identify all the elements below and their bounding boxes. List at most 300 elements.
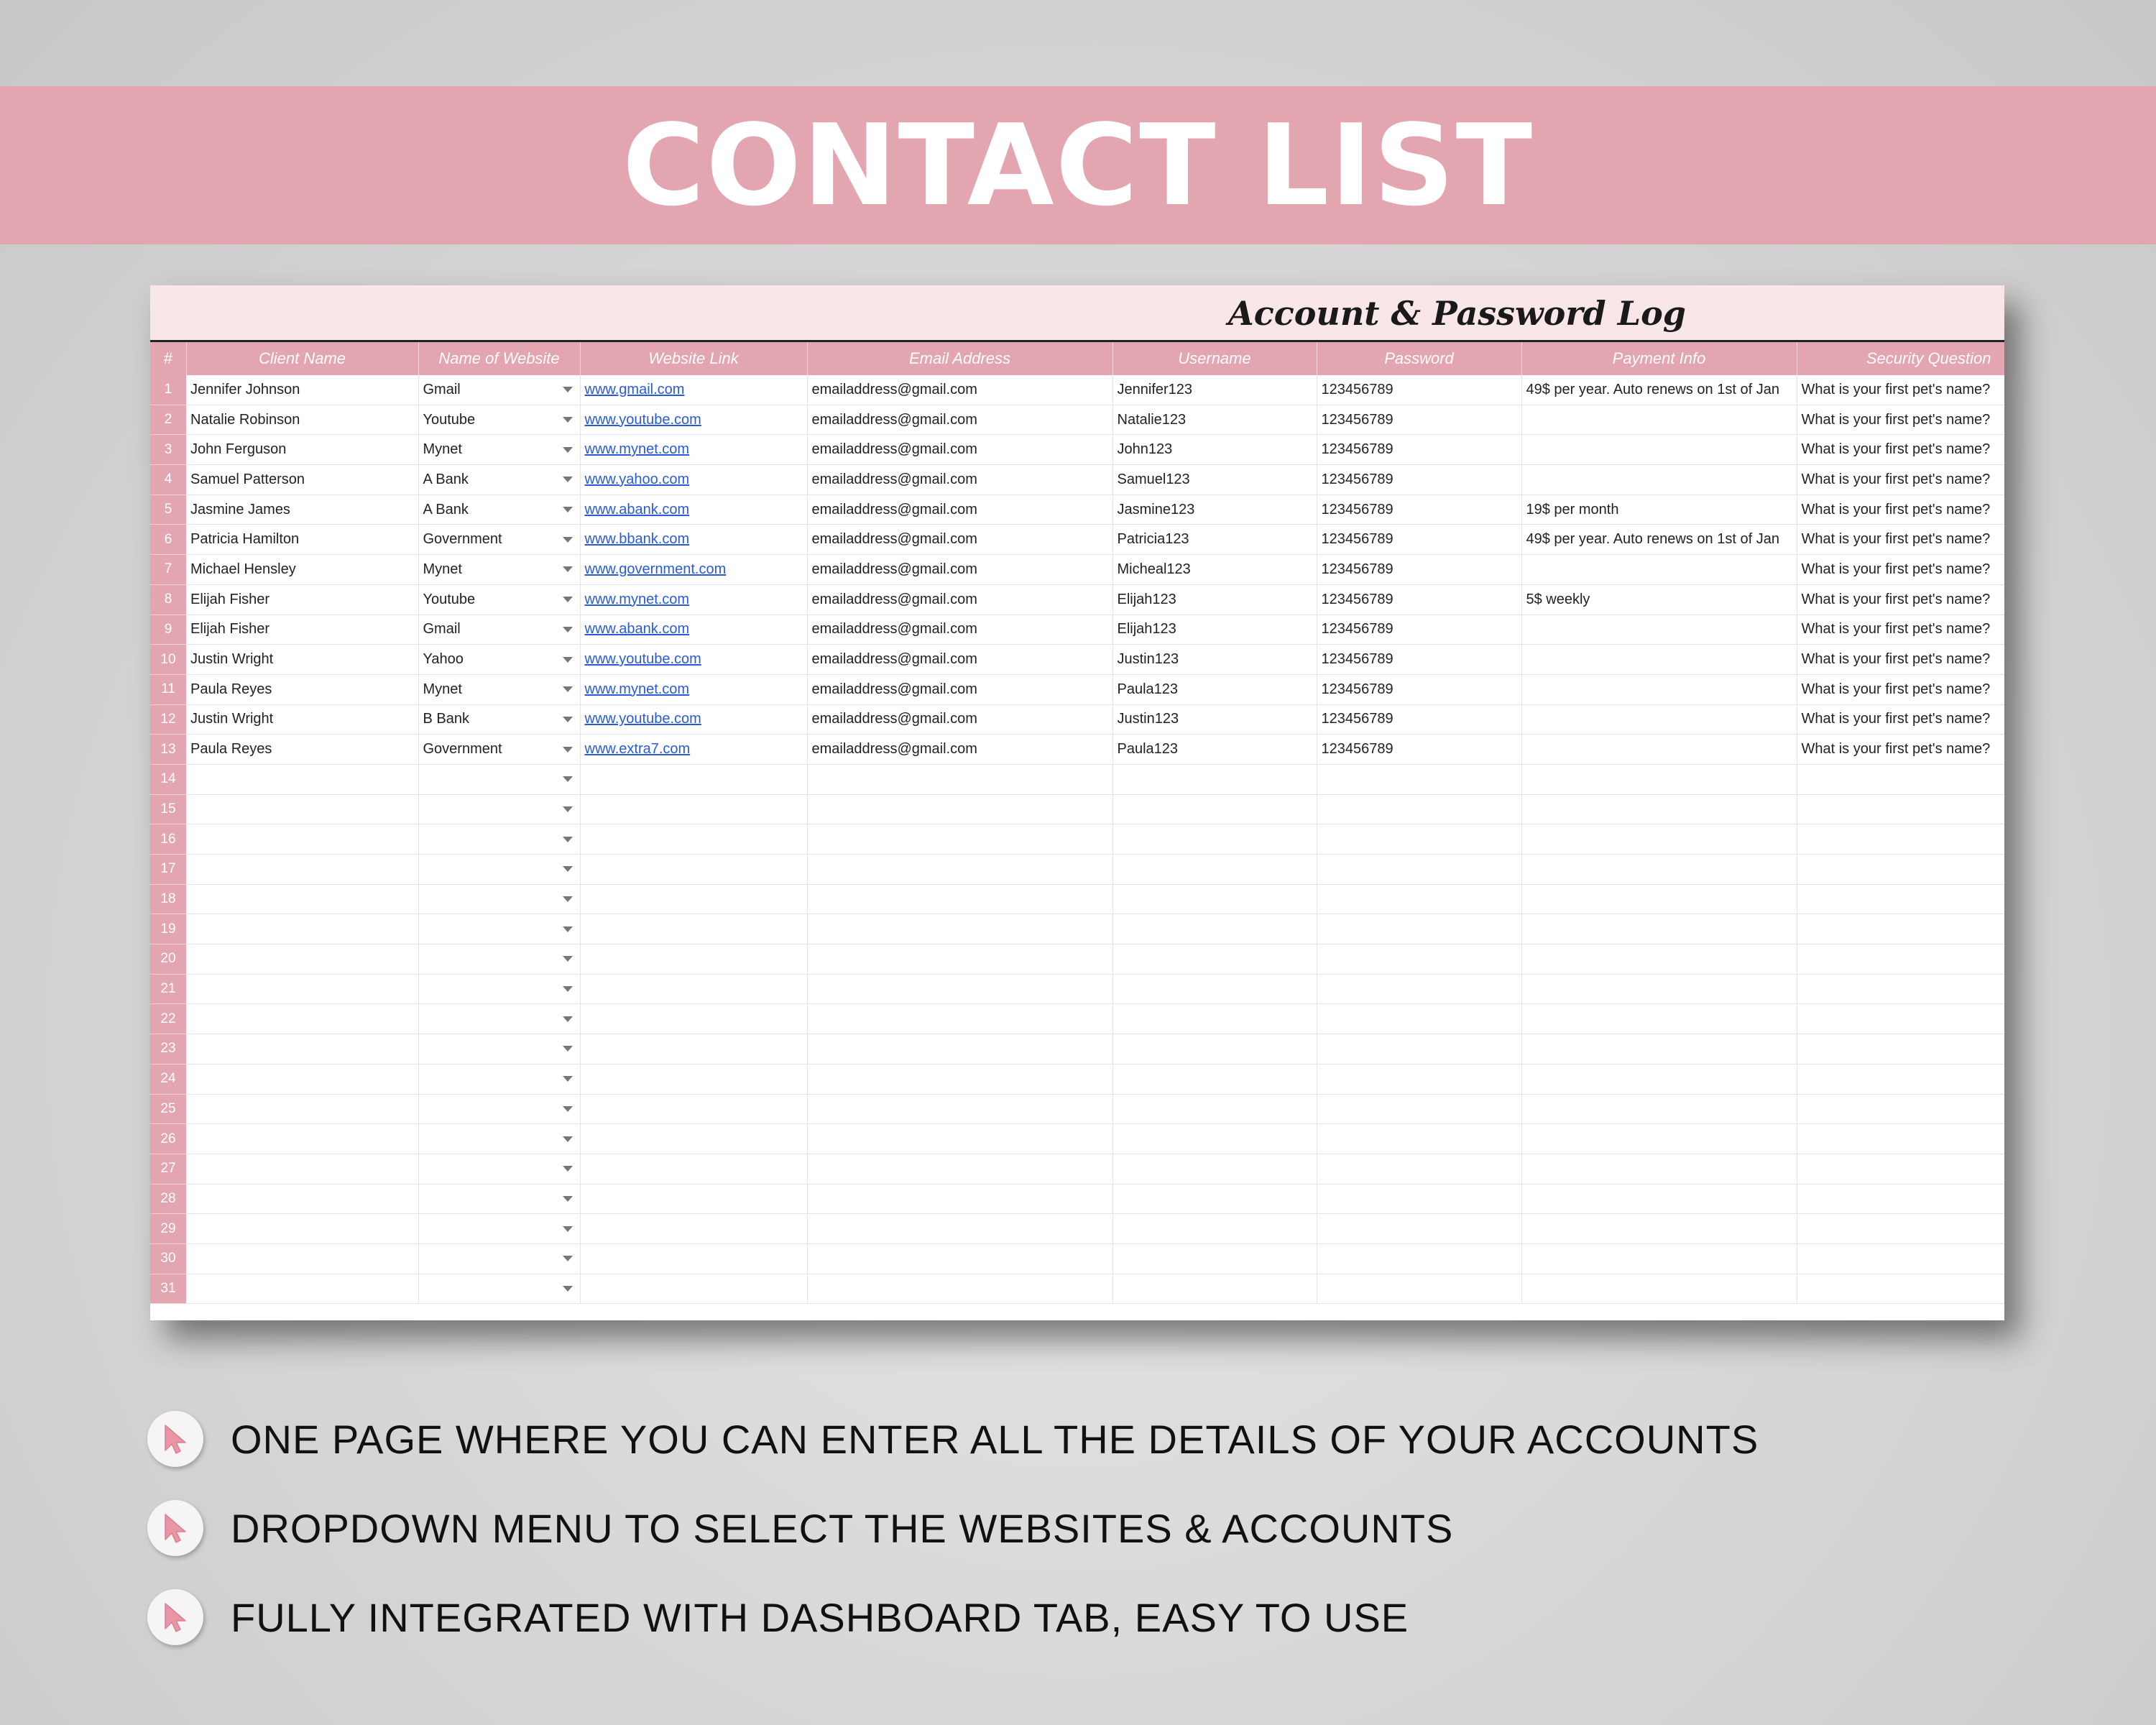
cell-payment-info[interactable] [1521, 1004, 1797, 1034]
cell-email[interactable] [807, 584, 1112, 615]
cell-payment-info[interactable] [1521, 555, 1797, 585]
cell-security-question[interactable] [1797, 435, 2004, 465]
cell-website-link[interactable] [580, 704, 807, 735]
dropdown-arrow-icon[interactable] [563, 776, 573, 782]
cell-security-question[interactable] [1797, 1214, 2004, 1244]
cell-email[interactable] [807, 794, 1112, 824]
cell-payment-info[interactable] [1521, 674, 1797, 704]
cell-email[interactable] [807, 824, 1112, 855]
cell-payment-info[interactable] [1521, 465, 1797, 495]
row-number [150, 494, 186, 525]
cell-payment-info[interactable] [1521, 1274, 1797, 1304]
cell-client-name-text: Michael Hensley [190, 561, 296, 577]
cell-client-name[interactable] [186, 884, 418, 914]
dropdown-arrow-icon[interactable] [563, 986, 573, 992]
cell-password[interactable] [1317, 914, 1521, 944]
cell-email[interactable] [807, 645, 1112, 675]
cell-website-dropdown[interactable] [418, 704, 580, 735]
cell-email[interactable] [807, 555, 1112, 585]
cell-password[interactable] [1317, 1064, 1521, 1094]
cell-payment-info[interactable] [1521, 405, 1797, 435]
cell-email[interactable] [807, 914, 1112, 944]
cell-website-dropdown[interactable] [418, 944, 580, 975]
cell-security-question[interactable] [1797, 494, 2004, 525]
cell-payment-info[interactable] [1521, 1214, 1797, 1244]
cell-username[interactable] [1112, 884, 1317, 914]
cell-payment-info[interactable] [1521, 735, 1797, 765]
dropdown-arrow-icon[interactable] [563, 1046, 573, 1052]
cell-password[interactable] [1317, 764, 1521, 794]
cell-email[interactable] [807, 1184, 1112, 1214]
cell-website-dropdown[interactable] [418, 974, 580, 1004]
cell-payment-info[interactable] [1521, 1034, 1797, 1064]
cell-website-link[interactable] [580, 435, 807, 465]
cell-username[interactable] [1112, 1243, 1317, 1274]
cell-website-dropdown[interactable] [418, 465, 580, 495]
row-number [150, 1004, 186, 1034]
dropdown-arrow-icon[interactable] [563, 686, 573, 692]
cell-password[interactable] [1317, 855, 1521, 885]
cell-security-question[interactable] [1797, 764, 2004, 794]
dropdown-arrow-icon[interactable] [563, 1016, 573, 1022]
cell-username[interactable] [1112, 435, 1317, 465]
cell-username[interactable] [1112, 645, 1317, 675]
cell-website-link[interactable] [580, 405, 807, 435]
cell-website-link[interactable] [580, 764, 807, 794]
cell-security-question[interactable] [1797, 944, 2004, 975]
cell-security-question[interactable] [1797, 914, 2004, 944]
cell-client-name[interactable] [186, 645, 418, 675]
cell-website-dropdown[interactable] [418, 555, 580, 585]
col-header-email[interactable]: Email Address [807, 342, 1112, 375]
cell-client-name[interactable] [186, 555, 418, 585]
cell-email[interactable] [807, 494, 1112, 525]
cell-password[interactable] [1317, 1034, 1521, 1064]
cell-username[interactable] [1112, 1274, 1317, 1304]
dropdown-arrow-icon[interactable] [563, 1256, 573, 1261]
cell-security-question[interactable] [1797, 1274, 2004, 1304]
cell-website-dropdown[interactable] [418, 1274, 580, 1304]
cell-website-dropdown[interactable] [418, 1154, 580, 1184]
cell-website-dropdown[interactable] [418, 1214, 580, 1244]
cell-password[interactable] [1317, 494, 1521, 525]
dropdown-arrow-icon[interactable] [563, 747, 573, 753]
cell-username[interactable] [1112, 824, 1317, 855]
table-row [150, 794, 2004, 824]
cell-payment-info[interactable] [1521, 615, 1797, 645]
cell-client-name[interactable] [186, 704, 418, 735]
cell-website-dropdown[interactable] [418, 494, 580, 525]
dropdown-arrow-icon[interactable] [563, 896, 573, 902]
cell-username[interactable] [1112, 735, 1317, 765]
cell-security-question[interactable] [1797, 375, 2004, 405]
cell-website-dropdown[interactable] [418, 824, 580, 855]
cell-website-dropdown[interactable] [418, 674, 580, 704]
cell-password[interactable] [1317, 584, 1521, 615]
cell-website-dropdown[interactable] [418, 435, 580, 465]
cell-website-link[interactable] [580, 1094, 807, 1124]
cell-password[interactable] [1317, 375, 1521, 405]
cell-payment-info[interactable] [1521, 914, 1797, 944]
cell-username[interactable] [1112, 494, 1317, 525]
cell-username[interactable] [1112, 794, 1317, 824]
cell-website-dropdown[interactable] [418, 615, 580, 645]
cell-website-link[interactable] [580, 615, 807, 645]
cell-payment-info[interactable] [1521, 884, 1797, 914]
cell-password[interactable] [1317, 794, 1521, 824]
cell-security-question[interactable] [1797, 855, 2004, 885]
cell-email[interactable] [807, 704, 1112, 735]
dropdown-arrow-icon[interactable] [563, 537, 573, 543]
cell-payment-info[interactable] [1521, 494, 1797, 525]
cell-client-name[interactable] [186, 1124, 418, 1154]
cell-password[interactable] [1317, 645, 1521, 675]
cell-website-link[interactable] [580, 1243, 807, 1274]
cell-website-link[interactable] [580, 824, 807, 855]
cell-email[interactable] [807, 1243, 1112, 1274]
cell-payment-info[interactable] [1521, 824, 1797, 855]
cell-website-dropdown[interactable] [418, 1184, 580, 1214]
col-header-number[interactable]: # [150, 342, 186, 375]
dropdown-arrow-icon[interactable] [563, 1196, 573, 1202]
cell-security-question[interactable] [1797, 1154, 2004, 1184]
cell-username[interactable] [1112, 615, 1317, 645]
dropdown-arrow-icon[interactable] [563, 566, 573, 572]
cell-website-link[interactable] [580, 674, 807, 704]
cell-website-link[interactable] [580, 555, 807, 585]
cell-password[interactable] [1317, 1154, 1521, 1184]
table-row [150, 1034, 2004, 1064]
cell-username[interactable] [1112, 1004, 1317, 1034]
cell-username[interactable] [1112, 525, 1317, 555]
cell-payment-info[interactable] [1521, 645, 1797, 675]
cell-username[interactable] [1112, 764, 1317, 794]
cell-username[interactable] [1112, 405, 1317, 435]
cell-website-dropdown[interactable] [418, 884, 580, 914]
cell-client-name[interactable] [186, 494, 418, 525]
dropdown-arrow-icon[interactable] [563, 417, 573, 423]
cell-payment-info[interactable] [1521, 855, 1797, 885]
cell-email[interactable] [807, 764, 1112, 794]
cell-website-dropdown[interactable] [418, 1064, 580, 1094]
cell-client-name[interactable] [186, 1094, 418, 1124]
cell-website-dropdown[interactable] [418, 855, 580, 885]
dropdown-arrow-icon[interactable] [563, 1136, 573, 1142]
cell-client-name[interactable] [186, 435, 418, 465]
cell-website-link[interactable] [580, 375, 807, 405]
cell-username[interactable] [1112, 555, 1317, 585]
cell-website-link[interactable] [580, 465, 807, 495]
cell-email[interactable] [807, 1034, 1112, 1064]
cell-email[interactable] [807, 405, 1112, 435]
cell-client-name[interactable] [186, 1243, 418, 1274]
cell-payment-info[interactable] [1521, 944, 1797, 975]
cell-security-question[interactable] [1797, 1064, 2004, 1094]
cell-password[interactable] [1317, 405, 1521, 435]
cell-payment-info[interactable] [1521, 584, 1797, 615]
cell-username[interactable] [1112, 1094, 1317, 1124]
cell-email[interactable] [807, 1274, 1112, 1304]
cell-website-dropdown[interactable] [418, 764, 580, 794]
cell-client-name[interactable] [186, 1034, 418, 1064]
dropdown-arrow-icon[interactable] [563, 806, 573, 812]
cell-email[interactable] [807, 1094, 1112, 1124]
cell-password[interactable] [1317, 525, 1521, 555]
cell-payment-info[interactable] [1521, 1184, 1797, 1214]
cell-password[interactable] [1317, 974, 1521, 1004]
cell-security-question[interactable] [1797, 1184, 2004, 1214]
cell-website-link[interactable] [580, 974, 807, 1004]
cell-client-name[interactable] [186, 824, 418, 855]
cell-email[interactable] [807, 1154, 1112, 1184]
cell-username[interactable] [1112, 1184, 1317, 1214]
cursor-pointer-icon [147, 1500, 203, 1556]
cell-username[interactable] [1112, 1064, 1317, 1094]
col-header-website-link[interactable]: Website Link [580, 342, 807, 375]
cell-website-dropdown[interactable] [418, 525, 580, 555]
cell-email[interactable] [807, 465, 1112, 495]
cell-website-dropdown[interactable] [418, 375, 580, 405]
cell-client-name[interactable] [186, 735, 418, 765]
table-row [150, 1124, 2004, 1154]
cell-client-name[interactable] [186, 525, 418, 555]
cell-website-dropdown[interactable] [418, 1124, 580, 1154]
cell-payment-info[interactable] [1521, 1124, 1797, 1154]
cell-email[interactable] [807, 1064, 1112, 1094]
cell-client-name[interactable] [186, 1004, 418, 1034]
cell-security-question[interactable] [1797, 1094, 2004, 1124]
cell-password[interactable] [1317, 555, 1521, 585]
cell-password[interactable] [1317, 884, 1521, 914]
cell-website-link[interactable] [580, 645, 807, 675]
cell-client-name[interactable] [186, 974, 418, 1004]
dropdown-arrow-icon[interactable] [563, 597, 573, 602]
cell-client-name[interactable] [186, 1064, 418, 1094]
cell-website-link[interactable] [580, 1124, 807, 1154]
cell-payment-info[interactable] [1521, 435, 1797, 465]
col-header-security-question[interactable]: Security Question [1797, 342, 2004, 375]
dropdown-arrow-icon[interactable] [563, 956, 573, 962]
cell-website-dropdown[interactable] [418, 735, 580, 765]
cell-website-link[interactable] [580, 494, 807, 525]
cell-password[interactable] [1317, 1094, 1521, 1124]
cell-client-name[interactable] [186, 914, 418, 944]
cell-username[interactable] [1112, 974, 1317, 1004]
cell-password[interactable] [1317, 1004, 1521, 1034]
dropdown-arrow-icon[interactable] [563, 387, 573, 392]
col-header-payment-info[interactable]: Payment Info [1521, 342, 1797, 375]
dropdown-arrow-icon[interactable] [563, 447, 573, 453]
cell-username[interactable] [1112, 855, 1317, 885]
cell-email[interactable] [807, 1004, 1112, 1034]
cell-website-dropdown[interactable] [418, 794, 580, 824]
cell-security-question[interactable] [1797, 525, 2004, 555]
cell-security-question[interactable] [1797, 465, 2004, 495]
cell-website-link[interactable] [580, 584, 807, 615]
cell-client-name[interactable] [186, 405, 418, 435]
cell-client-name[interactable] [186, 1184, 418, 1214]
cell-password[interactable] [1317, 674, 1521, 704]
cell-security-question[interactable] [1797, 405, 2004, 435]
cell-website-link[interactable] [580, 525, 807, 555]
cell-website-dropdown[interactable] [418, 405, 580, 435]
dropdown-arrow-icon[interactable] [563, 1286, 573, 1292]
cell-website-link[interactable] [580, 884, 807, 914]
cell-payment-info[interactable] [1521, 1243, 1797, 1274]
cell-client-name[interactable] [186, 584, 418, 615]
cell-password[interactable] [1317, 615, 1521, 645]
cell-security-question[interactable] [1797, 645, 2004, 675]
col-header-username[interactable]: Username [1112, 342, 1317, 375]
dropdown-arrow-icon[interactable] [563, 717, 573, 722]
cell-security-question[interactable] [1797, 584, 2004, 615]
cell-password[interactable] [1317, 1214, 1521, 1244]
dropdown-arrow-icon[interactable] [563, 627, 573, 632]
cell-security-question[interactable] [1797, 794, 2004, 824]
cell-password[interactable] [1317, 704, 1521, 735]
cell-website-link[interactable] [580, 794, 807, 824]
cell-client-name[interactable] [186, 1154, 418, 1184]
cell-email[interactable] [807, 884, 1112, 914]
cell-email[interactable] [807, 735, 1112, 765]
dropdown-arrow-icon[interactable] [563, 1106, 573, 1112]
cell-password[interactable] [1317, 1184, 1521, 1214]
cell-client-name[interactable] [186, 375, 418, 405]
feature-list [147, 1409, 1759, 1676]
cell-security-question[interactable] [1797, 974, 2004, 1004]
cell-payment-info[interactable] [1521, 764, 1797, 794]
cell-client-name[interactable] [186, 615, 418, 645]
dropdown-arrow-icon[interactable] [563, 507, 573, 512]
row-number-text: 1 [164, 382, 172, 397]
cell-password[interactable] [1317, 1243, 1521, 1274]
cell-website-link[interactable] [580, 1154, 807, 1184]
cell-payment-info[interactable] [1521, 704, 1797, 735]
cell-website-link[interactable] [580, 735, 807, 765]
cell-website-link[interactable] [580, 1184, 807, 1214]
cell-email[interactable] [807, 435, 1112, 465]
cell-username[interactable] [1112, 944, 1317, 975]
cell-email[interactable] [807, 1124, 1112, 1154]
dropdown-arrow-icon[interactable] [563, 926, 573, 932]
cell-payment-info[interactable] [1521, 375, 1797, 405]
cell-email[interactable] [807, 944, 1112, 975]
cell-security-question[interactable] [1797, 1034, 2004, 1064]
cell-payment-info[interactable] [1521, 525, 1797, 555]
col-header-website-name[interactable]: Name of Website [418, 342, 580, 375]
cell-password[interactable] [1317, 435, 1521, 465]
dropdown-arrow-icon[interactable] [563, 1226, 573, 1232]
cell-client-name[interactable] [186, 1274, 418, 1304]
table-row [150, 1243, 2004, 1274]
cell-security-question[interactable] [1797, 615, 2004, 645]
cell-website-link[interactable] [580, 1004, 807, 1034]
col-header-password[interactable]: Password [1317, 342, 1521, 375]
dropdown-arrow-icon[interactable] [563, 657, 573, 663]
cell-client-name[interactable] [186, 764, 418, 794]
cell-client-name[interactable] [186, 855, 418, 885]
dropdown-arrow-icon[interactable] [563, 866, 573, 872]
cell-security-question[interactable] [1797, 674, 2004, 704]
cell-website-dropdown[interactable] [418, 1004, 580, 1034]
cell-username[interactable] [1112, 1124, 1317, 1154]
cell-password[interactable] [1317, 1274, 1521, 1304]
cell-website-dropdown[interactable] [418, 645, 580, 675]
cell-security-question[interactable] [1797, 1124, 2004, 1154]
cell-website-link[interactable] [580, 914, 807, 944]
cell-email[interactable] [807, 375, 1112, 405]
cell-email[interactable] [807, 974, 1112, 1004]
dropdown-arrow-icon[interactable] [563, 837, 573, 842]
cell-website-dropdown[interactable] [418, 1243, 580, 1274]
cell-client-name[interactable] [186, 465, 418, 495]
cell-username[interactable] [1112, 704, 1317, 735]
cell-username[interactable] [1112, 1034, 1317, 1064]
cell-username[interactable] [1112, 1154, 1317, 1184]
cell-security-question[interactable] [1797, 704, 2004, 735]
cell-email[interactable] [807, 855, 1112, 885]
cell-email[interactable] [807, 525, 1112, 555]
cell-client-name[interactable] [186, 944, 418, 975]
cell-username[interactable] [1112, 375, 1317, 405]
cell-website-link[interactable] [580, 1274, 807, 1304]
cell-security-question[interactable] [1797, 1004, 2004, 1034]
cell-payment-info[interactable] [1521, 1154, 1797, 1184]
dropdown-arrow-icon[interactable] [563, 477, 573, 482]
cell-username[interactable] [1112, 914, 1317, 944]
cell-password[interactable] [1317, 944, 1521, 975]
cell-payment-info[interactable] [1521, 794, 1797, 824]
cell-client-name[interactable] [186, 1214, 418, 1244]
cell-website-dropdown[interactable] [418, 1094, 580, 1124]
cell-password[interactable] [1317, 465, 1521, 495]
cell-website-dropdown[interactable] [418, 1034, 580, 1064]
cell-email[interactable] [807, 1214, 1112, 1244]
dropdown-arrow-icon[interactable] [563, 1166, 573, 1172]
cell-website-link[interactable] [580, 1214, 807, 1244]
cell-password[interactable] [1317, 735, 1521, 765]
cell-website-link[interactable] [580, 944, 807, 975]
cell-username[interactable] [1112, 1214, 1317, 1244]
cell-security-question[interactable] [1797, 1243, 2004, 1274]
col-header-client-name[interactable]: Client Name [186, 342, 418, 375]
cell-client-name[interactable] [186, 674, 418, 704]
cell-website-link[interactable] [580, 1064, 807, 1094]
cell-payment-info[interactable] [1521, 974, 1797, 1004]
cell-password[interactable] [1317, 824, 1521, 855]
cell-email[interactable] [807, 615, 1112, 645]
cell-security-question[interactable] [1797, 555, 2004, 585]
cell-website-link[interactable] [580, 1034, 807, 1064]
cell-username[interactable] [1112, 465, 1317, 495]
cell-security-question[interactable] [1797, 824, 2004, 855]
cell-password[interactable] [1317, 1124, 1521, 1154]
row-number [150, 1154, 186, 1184]
cell-username[interactable] [1112, 674, 1317, 704]
dropdown-arrow-icon[interactable] [563, 1076, 573, 1082]
cell-website-dropdown[interactable] [418, 584, 580, 615]
cell-website-link[interactable] [580, 855, 807, 885]
cell-username[interactable] [1112, 584, 1317, 615]
cell-email[interactable] [807, 674, 1112, 704]
cell-security-question[interactable] [1797, 884, 2004, 914]
cell-payment-info[interactable] [1521, 1094, 1797, 1124]
cell-payment-info[interactable] [1521, 1064, 1797, 1094]
cell-security-question[interactable] [1797, 735, 2004, 765]
cell-website-dropdown[interactable] [418, 914, 580, 944]
cell-website-link-text: www.mynet.com [584, 681, 690, 697]
cell-client-name[interactable] [186, 794, 418, 824]
